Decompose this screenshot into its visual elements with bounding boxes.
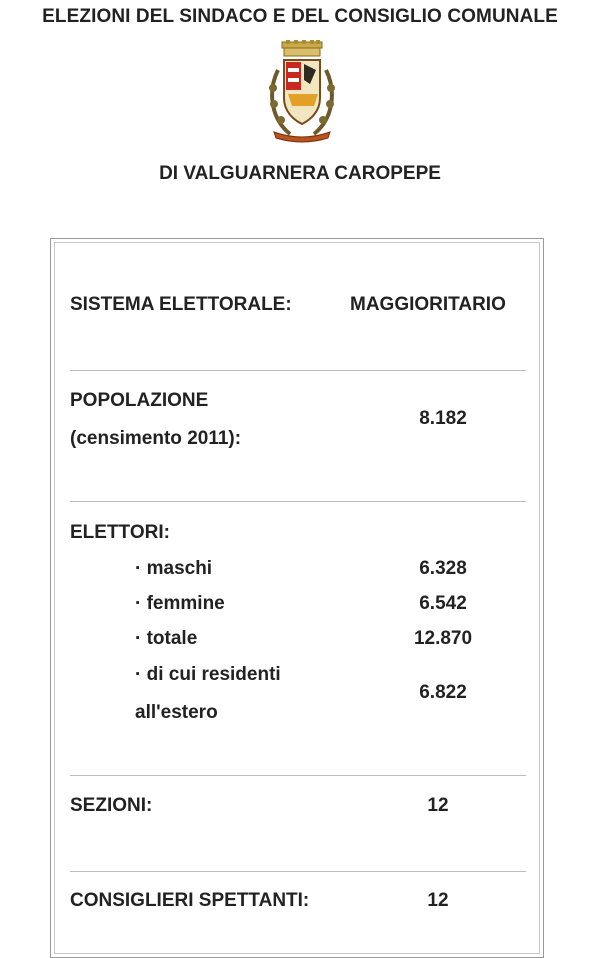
councillors-value: 12: [427, 890, 449, 911]
sections-value: 12: [427, 795, 449, 816]
voters-total-label: · totale: [135, 628, 198, 649]
electoral-system-value: MAGGIORITARIO: [350, 294, 506, 315]
voters-male-label: · maschi: [135, 558, 213, 579]
voters-total-value: 12.870: [413, 628, 473, 649]
voters-abroad-label: · di cui residenti: [135, 664, 281, 685]
voters-abroad-value: 6.822: [419, 682, 467, 703]
municipality-title: DI VALGUARNERA CAROPEPE: [159, 163, 441, 184]
voters-label: ELETTORI:: [70, 522, 170, 543]
voters-abroad-label-cont: all'estero: [135, 702, 218, 723]
population-value: 8.182: [419, 408, 467, 429]
coat-of-arms-icon: [264, 40, 340, 144]
sections-label: SEZIONI:: [70, 795, 153, 816]
councillors-label: CONSIGLIERI SPETTANTI:: [70, 890, 310, 911]
voters-male-value: 6.328: [419, 558, 467, 579]
population-label: POPOLAZIONE: [70, 390, 209, 411]
voters-female-value: 6.542: [419, 593, 467, 614]
divider: [70, 775, 526, 776]
page-title: ELEZIONI DEL SINDACO E DEL CONSIGLIO COMUNALE: [42, 6, 558, 27]
divider: [70, 370, 526, 371]
voters-female-label: · femmine: [135, 593, 225, 614]
population-census-label: (censimento 2011):: [70, 428, 242, 449]
divider: [70, 501, 526, 502]
divider: [70, 871, 526, 872]
electoral-system-label: SISTEMA ELETTORALE:: [70, 294, 292, 315]
